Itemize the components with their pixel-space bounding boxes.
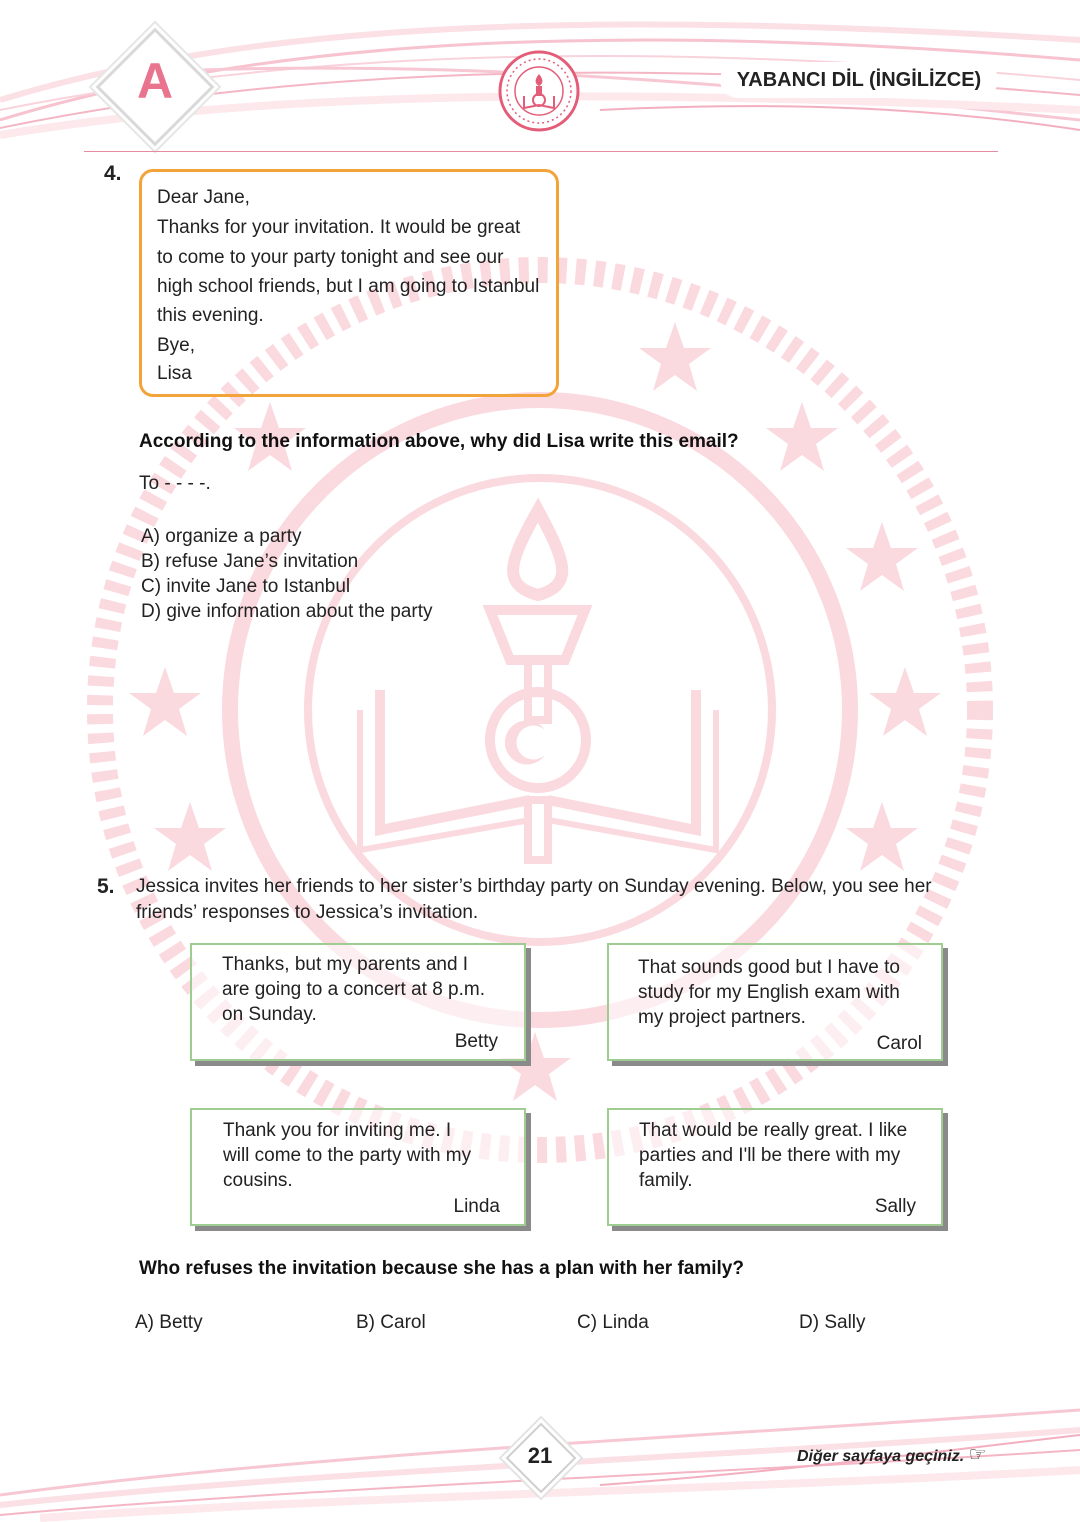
question-number: 4. xyxy=(104,162,122,185)
response-line: Thanks, but my parents and I xyxy=(222,954,469,975)
pointing-hand-icon: ☞ xyxy=(968,1444,987,1466)
question-intro-line: Jessica invites her friends to her sister’s birthday party on Sunday evening. Below, you see her xyxy=(136,876,932,897)
response-name: Carol xyxy=(876,1033,922,1054)
answer-option-a[interactable]: A) Betty xyxy=(135,1312,203,1333)
letter-line: Dear Jane, xyxy=(157,187,250,208)
answer-option-d[interactable]: D) Sally xyxy=(799,1312,866,1333)
question-stem: Who refuses the invitation because she has a plan with her family? xyxy=(139,1258,744,1279)
response-line: family. xyxy=(639,1170,693,1191)
letter-line: Lisa xyxy=(157,363,192,384)
header-divider xyxy=(84,151,998,152)
answer-option-b[interactable]: B) refuse Jane’s invitation xyxy=(141,551,359,572)
response-line: parties and I'll be there with my xyxy=(639,1145,901,1166)
next-page-text: Diğer sayfaya geçiniz. xyxy=(797,1448,965,1465)
response-name: Sally xyxy=(874,1196,916,1217)
response-name: Linda xyxy=(453,1196,500,1217)
response-line: on Sunday. xyxy=(222,1004,317,1025)
letter-line: Thanks for your invitation. It would be great xyxy=(157,217,521,238)
letter-line: high school friends, but I am going to Istanbul xyxy=(157,276,540,297)
response-line: Thank you for inviting me. I xyxy=(223,1120,452,1141)
response-line: are going to a concert at 8 p.m. xyxy=(222,979,485,1000)
question-intro-line: friends’ responses to Jessica’s invitation. xyxy=(136,902,479,923)
response-line: study for my English exam with xyxy=(638,982,900,1003)
question-stem: According to the information above, why did Lisa write this email? xyxy=(139,431,739,452)
answer-option-d[interactable]: D) give information about the party xyxy=(141,601,433,622)
response-line: That would be really great. I like xyxy=(639,1120,908,1141)
answer-option-b[interactable]: B) Carol xyxy=(356,1312,426,1333)
response-line: will come to the party with my xyxy=(223,1145,472,1166)
response-line: cousins. xyxy=(223,1170,293,1191)
booklet-letter: A xyxy=(136,53,174,109)
letter-line: this evening. xyxy=(157,305,264,326)
letter-line: Bye, xyxy=(157,335,196,356)
subject-title: YABANCI DİL (İNGİLİZCE) xyxy=(720,62,998,98)
answer-option-c[interactable]: C) invite Jane to Istanbul xyxy=(141,576,351,597)
response-line: my project partners. xyxy=(638,1007,806,1028)
page-number: 21 xyxy=(527,1443,553,1468)
question-number: 5. xyxy=(97,875,115,898)
next-page-note xyxy=(797,1442,987,1467)
answer-option-a[interactable]: A) organize a party xyxy=(141,526,302,547)
ministry-seal-icon xyxy=(498,50,580,132)
answer-option-c[interactable]: C) Linda xyxy=(577,1312,649,1333)
response-line: That sounds good but I have to xyxy=(638,957,900,978)
question-prompt: To - - - -. xyxy=(139,473,211,494)
response-name: Betty xyxy=(454,1031,498,1052)
letter-line: to come to your party tonight and see our xyxy=(157,247,504,268)
